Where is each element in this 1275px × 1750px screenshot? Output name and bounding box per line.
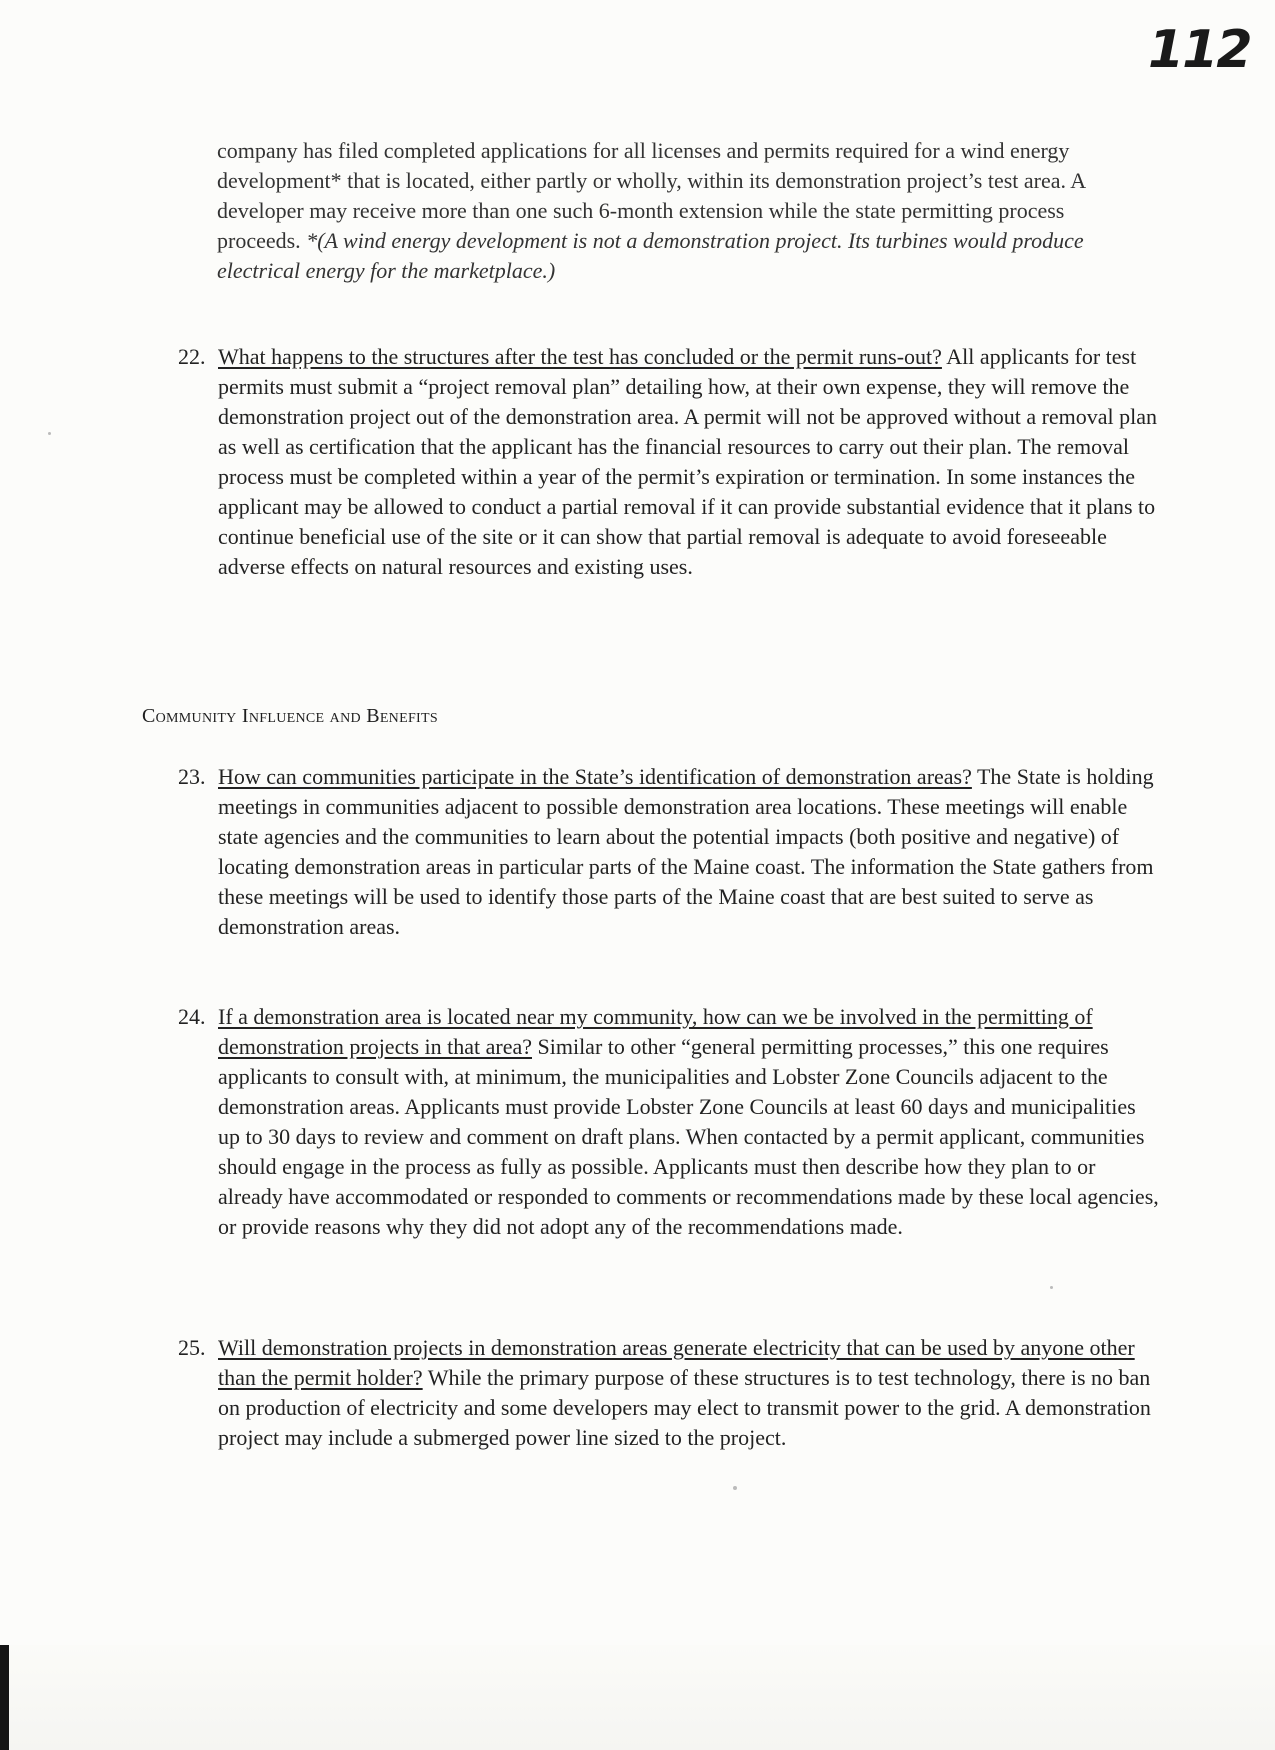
item-answer: Similar to other “general permitting processes,” this one requires applicants to consult with, at minimum, the municipalities and Lobster Zone Councils adjacent to the demonstration areas. Applicants must provide Lobster Zone Councils at least 60 days and municipalities up to 30 days to review and comment on draft plans. When contacted by a permit applicant, communities should engage in the process as fully as possible. Applicants must then describe how they plan to or already have accommodated or responded to comments or recommendations made by these local agencies, or provide reasons why they did not adopt any of the recommendations made. xyxy=(218,1034,1159,1239)
faq-item-24 xyxy=(178,1002,1160,1242)
item-number: 23. xyxy=(178,764,206,789)
scan-edge-bar xyxy=(0,1645,9,1750)
intro-text: company has filed completed applications for all licenses and permits required for a wind energy development* that is located, either partly or wholly, within its demonstration project’s test area. A developer may receive more than one such 6-month extension while the state permitting process proceeds. xyxy=(217,138,1085,253)
item-answer: The State is holding meetings in communities adjacent to possible demonstration area locations. These meetings will enable state agencies and the communities to learn about the potential impacts (both positive and negative) of locating demonstration areas in particular parts of the Maine coast. The information the State gathers from these meetings will be used to identify those parts of the Maine coast that are best suited to serve as demonstration areas. xyxy=(218,764,1154,939)
item-body xyxy=(218,342,1160,582)
handwritten-page-number: 112 xyxy=(1148,20,1251,80)
intro-paragraph xyxy=(217,136,1147,286)
scan-bottom-margin xyxy=(0,1645,1275,1750)
item-question: What happens to the structures after the test has concluded or the permit runs-out? xyxy=(218,344,942,369)
item-answer: While the primary purpose of these structures is to test technology, there is no ban on production of electricity and some developers may elect to transmit power to the grid. A demonstration project may include a submerged power line sized to the project. xyxy=(218,1365,1151,1450)
scan-speck xyxy=(48,432,51,435)
item-body xyxy=(218,762,1160,942)
scan-speck xyxy=(1050,1286,1053,1289)
item-question: How can communities participate in the State’s identification of demonstration areas? xyxy=(218,764,972,789)
item-body xyxy=(218,1333,1160,1453)
item-answer: All applicants for test permits must submit a “project removal plan” detailing how, at their own expense, they will remove the demonstration project out of the demonstration area. A permit will not be approved without a removal plan as well as certification that the applicant has the financial resources to carry out their plan. The removal process must be completed within a year of the permit’s expiration or termination. In some instances the applicant may be allowed to conduct a partial removal if it can provide substantial evidence that it plans to continue beneficial use of the site or it can show that partial removal is adequate to avoid foreseeable adverse effects on natural resources and existing uses. xyxy=(218,344,1158,579)
intro-footnote: *(A wind energy development is not a demonstration project. Its turbines would produce electrical energy for the marketplace.) xyxy=(217,228,1084,283)
faq-item-23 xyxy=(178,762,1160,942)
section-heading: Community Influence and Benefits xyxy=(142,705,438,727)
item-number: 24. xyxy=(178,1004,206,1029)
item-question: Will demonstration projects in demonstration areas generate electricity that can be used by anyone other than the permit holder? xyxy=(218,1335,1135,1390)
faq-item-25 xyxy=(178,1333,1160,1453)
item-number: 25. xyxy=(178,1335,206,1360)
faq-item-22 xyxy=(178,342,1160,582)
item-number: 22. xyxy=(178,344,206,369)
item-body xyxy=(218,1002,1160,1242)
item-question: If a demonstration area is located near my community, how can we be involved in the permitting of demonstration projects in that area? xyxy=(218,1004,1093,1059)
scan-speck xyxy=(733,1486,737,1490)
